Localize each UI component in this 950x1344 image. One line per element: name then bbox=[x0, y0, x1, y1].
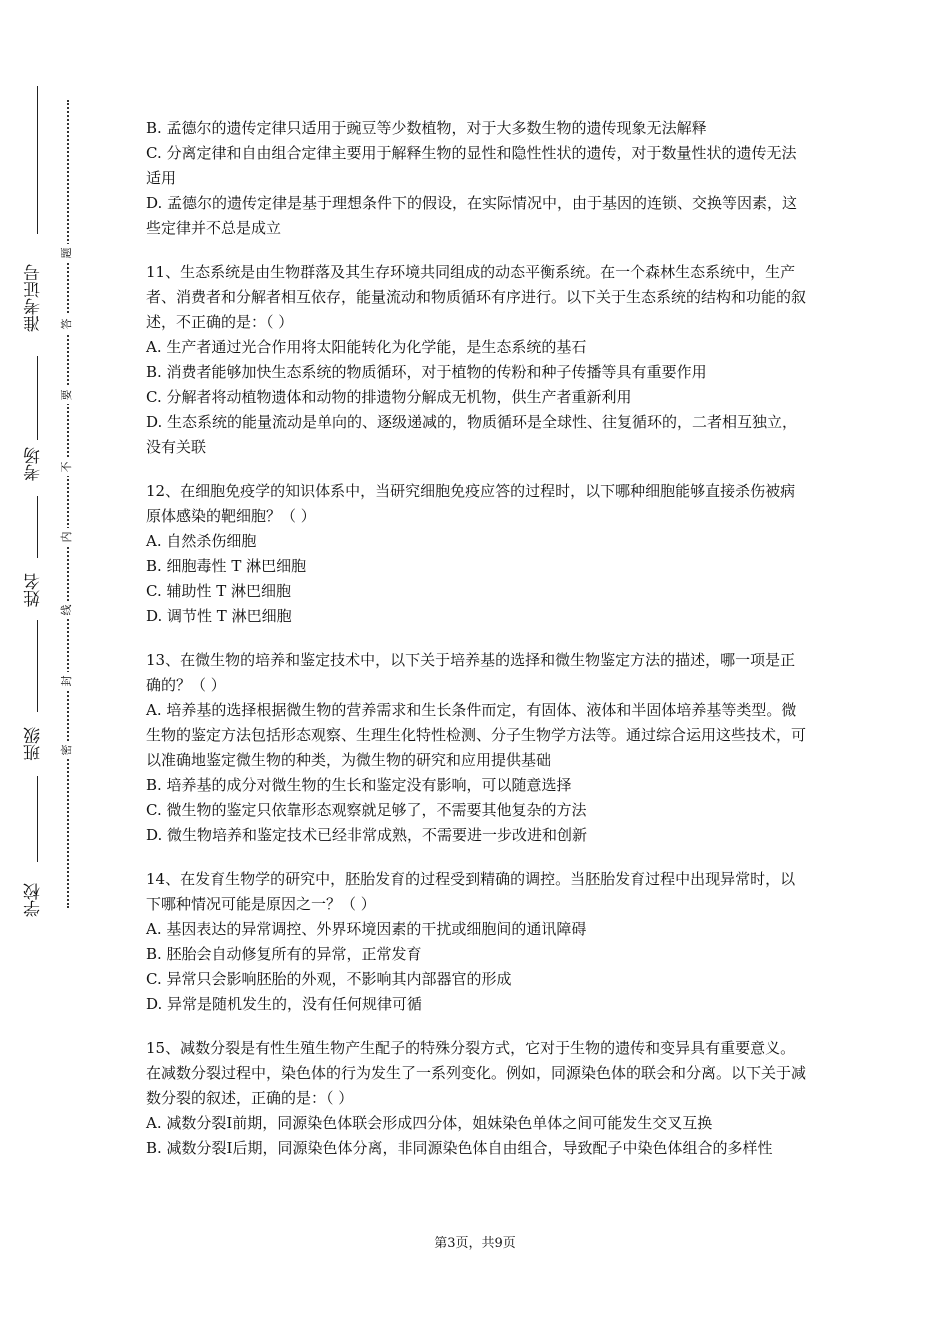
exam-room-label: 考场 bbox=[24, 447, 44, 481]
option-b: B. 孟德尔的遗传定律只适用于豌豆等少数植物，对于大多数生物的遗传现象无法解释 bbox=[146, 119, 707, 137]
binding-line bbox=[37, 496, 38, 558]
option-d: D. 生态系统的能量流动是单向的、逐级递减的，物质循环是全球性、往复循环的，二者相互独立，没有关联 bbox=[146, 413, 798, 456]
class-label: 班级 bbox=[24, 727, 44, 761]
option-c: C. 微生物的鉴定只依靠形态观察就足够了，不需要其他复杂的方法 bbox=[146, 801, 587, 819]
option-a: A. 基因表达的异常调控、外界环境因素的干扰或细胞间的通讯障碍 bbox=[146, 920, 587, 938]
continued-question-10 bbox=[146, 116, 810, 241]
exam-id-label: 准考证号 bbox=[24, 264, 44, 332]
option-c: C. 分解者将动植物遗体和动物的排遗物分解成无机物，供生产者重新利用 bbox=[146, 388, 632, 406]
option-d: D. 调节性 T 淋巴细胞 bbox=[146, 607, 292, 625]
school-label: 学校 bbox=[24, 883, 44, 917]
option-a: A. 减数分裂Ⅰ前期，同源染色体联会形成四分体，姐妹染色单体之间可能发生交叉互换 bbox=[146, 1114, 713, 1132]
option-b: B. 胚胎会自动修复所有的异常，正常发育 bbox=[146, 945, 422, 963]
binding-line bbox=[37, 86, 38, 234]
question-stem: 13、在微生物的培养和鉴定技术中，以下关于培养基的选择和微生物鉴定方法的描述，哪一项是正确的？（ ） bbox=[146, 651, 796, 694]
question-15 bbox=[146, 1036, 810, 1161]
option-a: A. 生产者通过光合作用将太阳能转化为化学能，是生态系统的基石 bbox=[146, 338, 587, 356]
option-d: D. 异常是随机发生的，没有任何规律可循 bbox=[146, 995, 423, 1013]
seal-char: 密 bbox=[58, 741, 76, 759]
option-b: B. 减数分裂Ⅰ后期，同源染色体分离，非同源染色体自由组合，导致配子中染色体组合的多样性 bbox=[146, 1139, 773, 1157]
seal-char: 内 bbox=[58, 528, 76, 546]
seal-char: 线 bbox=[58, 601, 76, 619]
question-11 bbox=[146, 260, 810, 460]
seal-char: 封 bbox=[58, 672, 76, 690]
question-13 bbox=[146, 648, 810, 848]
binding-line bbox=[37, 620, 38, 712]
option-d: D. 孟德尔的遗传定律是基于理想条件下的假设，在实际情况中，由于基因的连锁、交换等因素，这些定律并不总是成立 bbox=[146, 194, 798, 237]
option-c: C. 辅助性 T 淋巴细胞 bbox=[146, 582, 292, 600]
seal-char: 题 bbox=[58, 244, 76, 262]
option-b: B. 消费者能够加快生态系统的物质循环，对于植物的传粉和种子传播等具有重要作用 bbox=[146, 363, 707, 381]
page-content bbox=[146, 116, 810, 1161]
option-b: B. 细胞毒性 T 淋巴细胞 bbox=[146, 557, 307, 575]
binding-margin bbox=[0, 0, 100, 1344]
question-stem: 12、在细胞免疫学的知识体系中，当研究细胞免疫应答的过程时，以下哪种细胞能够直接杀伤被病原体感染的靶细胞？（ ） bbox=[146, 482, 796, 525]
question-stem: 11、生态系统是由生物群落及其生存环境共同组成的动态平衡系统。在一个森林生态系统中，生产者、消费者和分解者相互依存，能量流动和物质循环有序进行。以下关于生态系统的结构和功能的叙述，不正确的是：（ ） bbox=[146, 263, 807, 331]
question-14 bbox=[146, 867, 810, 1017]
option-d: D. 微生物培养和鉴定技术已经非常成熟，不需要进一步改进和创新 bbox=[146, 826, 588, 844]
option-a: A. 自然杀伤细胞 bbox=[146, 532, 257, 550]
question-12 bbox=[146, 479, 810, 629]
seal-dotted-line bbox=[67, 100, 69, 908]
seal-char: 要 bbox=[58, 386, 76, 404]
seal-char: 答 bbox=[58, 315, 76, 333]
option-b: B. 培养基的成分对微生物的生长和鉴定没有影响，可以随意选择 bbox=[146, 776, 572, 794]
question-stem: 15、减数分裂是有性生殖生物产生配子的特殊分裂方式，它对于生物的遗传和变异具有重要意义。在减数分裂过程中，染色体的行为发生了一系列变化。例如，同源染色体的联会和分离。以下关于减数分裂的叙述，正确的是：（ ） bbox=[146, 1039, 807, 1107]
option-c: C. 分离定律和自由组合定律主要用于解释生物的显性和隐性性状的遗传，对于数量性状的遗传无法适用 bbox=[146, 144, 797, 187]
name-label: 姓名 bbox=[24, 573, 44, 607]
page-footer: 第3页，共9页 bbox=[434, 1236, 516, 1251]
question-stem: 14、在发育生物学的研究中，胚胎发育的过程受到精确的调控。当胚胎发育过程中出现异常时，以下哪种情况可能是原因之一？（ ） bbox=[146, 870, 796, 913]
seal-char: 不 bbox=[58, 458, 76, 476]
option-a: A. 培养基的选择根据微生物的营养需求和生长条件而定，有固体、液体和半固体培养基等类型。微生物的鉴定方法包括形态观察、生理生化特性检测、分子生物学方法等。通过综合运用这些技术，可以准确地鉴定微生物的种类，为微生物的研究和应用提供基础 bbox=[146, 701, 807, 769]
option-c: C. 异常只会影响胚胎的外观，不影响其内部器官的形成 bbox=[146, 970, 512, 988]
binding-line bbox=[37, 356, 38, 440]
binding-line bbox=[37, 776, 38, 862]
